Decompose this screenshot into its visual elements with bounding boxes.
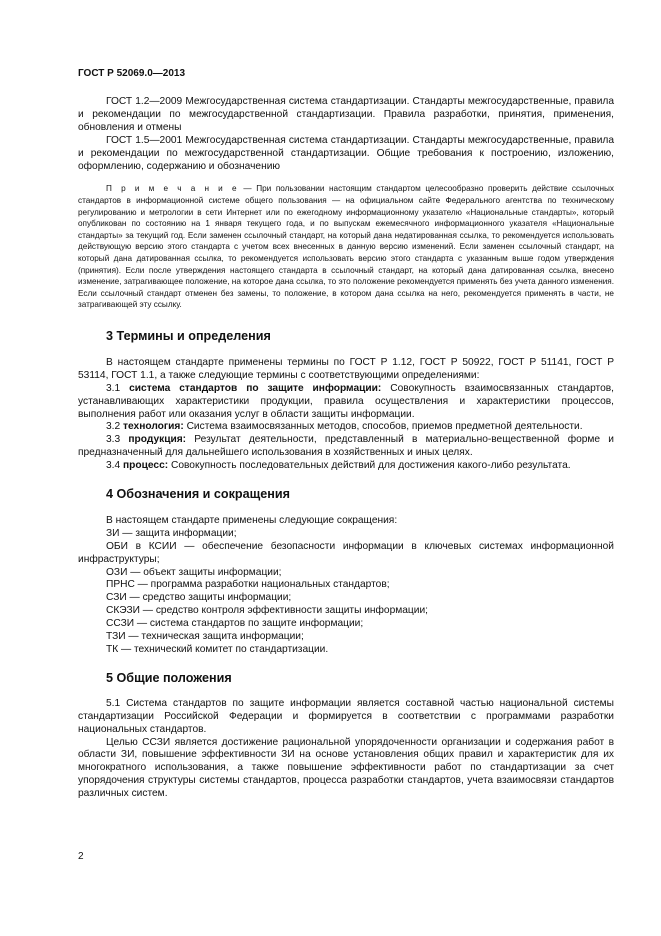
list-item: ТЗИ — техническая защита информации; — [106, 631, 304, 643]
page-content — [78, 96, 614, 801]
section-5-heading: 5 Общие положения — [106, 670, 232, 685]
term-3-2 — [78, 421, 614, 434]
term-name: процесс: — [123, 460, 169, 472]
list-item: ССЗИ — система стандартов по защите информации; — [106, 618, 364, 630]
abbreviations-intro: В настоящем стандарте применены следующие сокращения: — [106, 514, 398, 526]
term-3-3 — [78, 434, 614, 460]
term-name: система стандартов по защите информации: — [129, 382, 382, 394]
term-definition: Результат деятельности, представленный в материально-вещественной форме и предназначенный для дальнейшего использования в хозяйственных и иных целях. — [78, 434, 614, 459]
term-definition: Совокупность последовательных действий для достижения какого-либо результата. — [168, 460, 571, 472]
term-number: 3.3 — [106, 434, 121, 446]
reference-gost-1-2: ГОСТ 1.2—2009 Межгосударственная система стандартизации. Стандарты межгосударственные, правила и рекомендации по межгосударственной стандартизации. Правила разработки, принятия, применения, обновления и отмены — [78, 96, 614, 133]
list-item: ОЗИ — объект защиты информации; — [106, 566, 282, 578]
section-3-heading: 3 Термины и определения — [106, 328, 271, 343]
section-3-intro: В настоящем стандарте применены термины по ГОСТ Р 1.12, ГОСТ Р 50922, ГОСТ Р 51141, ГОСТ Р 53114, ГОСТ 1.1, а также следующие термины с соответствующими определениями: — [78, 356, 614, 381]
reference-gost-1-5: ГОСТ 1.5—2001 Межгосударственная система стандартизации. Стандарты межгосударственные, правила и рекомендации по межгосударственной стандартизации. Общие требования к построению, изложению, оформлению, содержанию и обозначению — [78, 134, 614, 172]
abbreviations-list — [78, 515, 614, 657]
list-item: СКЭЗИ — средство контроля эффективности защиты информации; — [106, 605, 428, 617]
term-name: технология: — [123, 421, 184, 433]
term-3-4 — [78, 460, 614, 473]
term-number: 3.1 — [106, 382, 121, 394]
section-4-heading: 4 Обозначения и сокращения — [106, 487, 290, 502]
term-3-1 — [78, 383, 614, 422]
term-definition: Совокупность взаимосвязанных стандартов, устанавливающих характеристики продукции, правила осуществления и характеристики процессов, выполнения работ или оказания услуг в области защиты информации. — [78, 382, 614, 420]
term-number: 3.4 — [106, 460, 121, 472]
note-text: — При пользовании настоящим стандартом целесообразно проверить действие ссылочных стандартов в информационной системе общего пользования — на официальном сайте Федерального агентства по техническому регулированию и метрологии в сети Интернет или по ежегодному информационному указателю «Национальные стандарты», который опубликован по состоянию на 1 января текущего года, и по выпускам ежемесячного информационного указателя «Национальные стандарты» за текущий год. Если заменен ссылочный стандарт, на который дана недатированная ссылка, то рекомендуется использовать действующую версию этого стандарта с учетом всех внесенных в данную версию изменений. Если заменен ссылочный стандарт, на который дана датированная ссылка, то рекомендуется использовать версию этого стандарта с указанным выше годом утверждения (принятия). Если после утверждения настоящего стандарта в ссылочный стандарт, на который дана датированная ссылка, внесено изменение, затрагивающее положение, на которое дана ссылка, то это положение рекомендуется применять без учета данного изменения. Если ссылочный стандарт отменен без замены, то положение, в котором дана ссылка на него, рекомендуется применять в части, не затрагивающей эту ссылку. — [78, 184, 614, 310]
term-number: 3.2 — [106, 421, 121, 433]
list-item: ОБИ в КСИИ — обеспечение безопасности информации в ключевых системах информационной инфраструктуры; — [78, 540, 614, 565]
list-item: ПРНС — программа разработки национальных стандартов; — [106, 579, 390, 591]
note-paragraph — [78, 183, 614, 311]
section-5-paragraph-2: Целью ССЗИ является достижение рациональной упорядоченности организации и содержания работ в области ЗИ, повышение эффективности ЗИ на основе установления общих правил и характеристик для их многократного использования, а также повышение эффективности работ по стандартизации за счет упорядочения структуры системы стандартов, процесса разработки стандартов, учета взаимосвязи стандартов различных систем. — [78, 736, 614, 800]
term-name: продукция: — [128, 434, 187, 446]
list-item: СЗИ — средство защиты информации; — [106, 592, 292, 604]
document-header: ГОСТ Р 52069.0—2013 — [78, 68, 186, 79]
list-item: ТК — технический комитет по стандартизации. — [106, 644, 329, 655]
section-5-paragraph-1: 5.1 Система стандартов по защите информации является составной частью национальной системы стандартизации Российской Федерации и формируется в соответствии с программами разработки национальных стандартов. — [78, 697, 614, 735]
list-item: ЗИ — защита информации; — [106, 527, 237, 539]
page-number: 2 — [78, 851, 84, 862]
term-definition: Система взаимосвязанных методов, способов, приемов предметной деятельности. — [183, 421, 583, 433]
note-label: П р и м е ч а н и е — [106, 184, 239, 194]
